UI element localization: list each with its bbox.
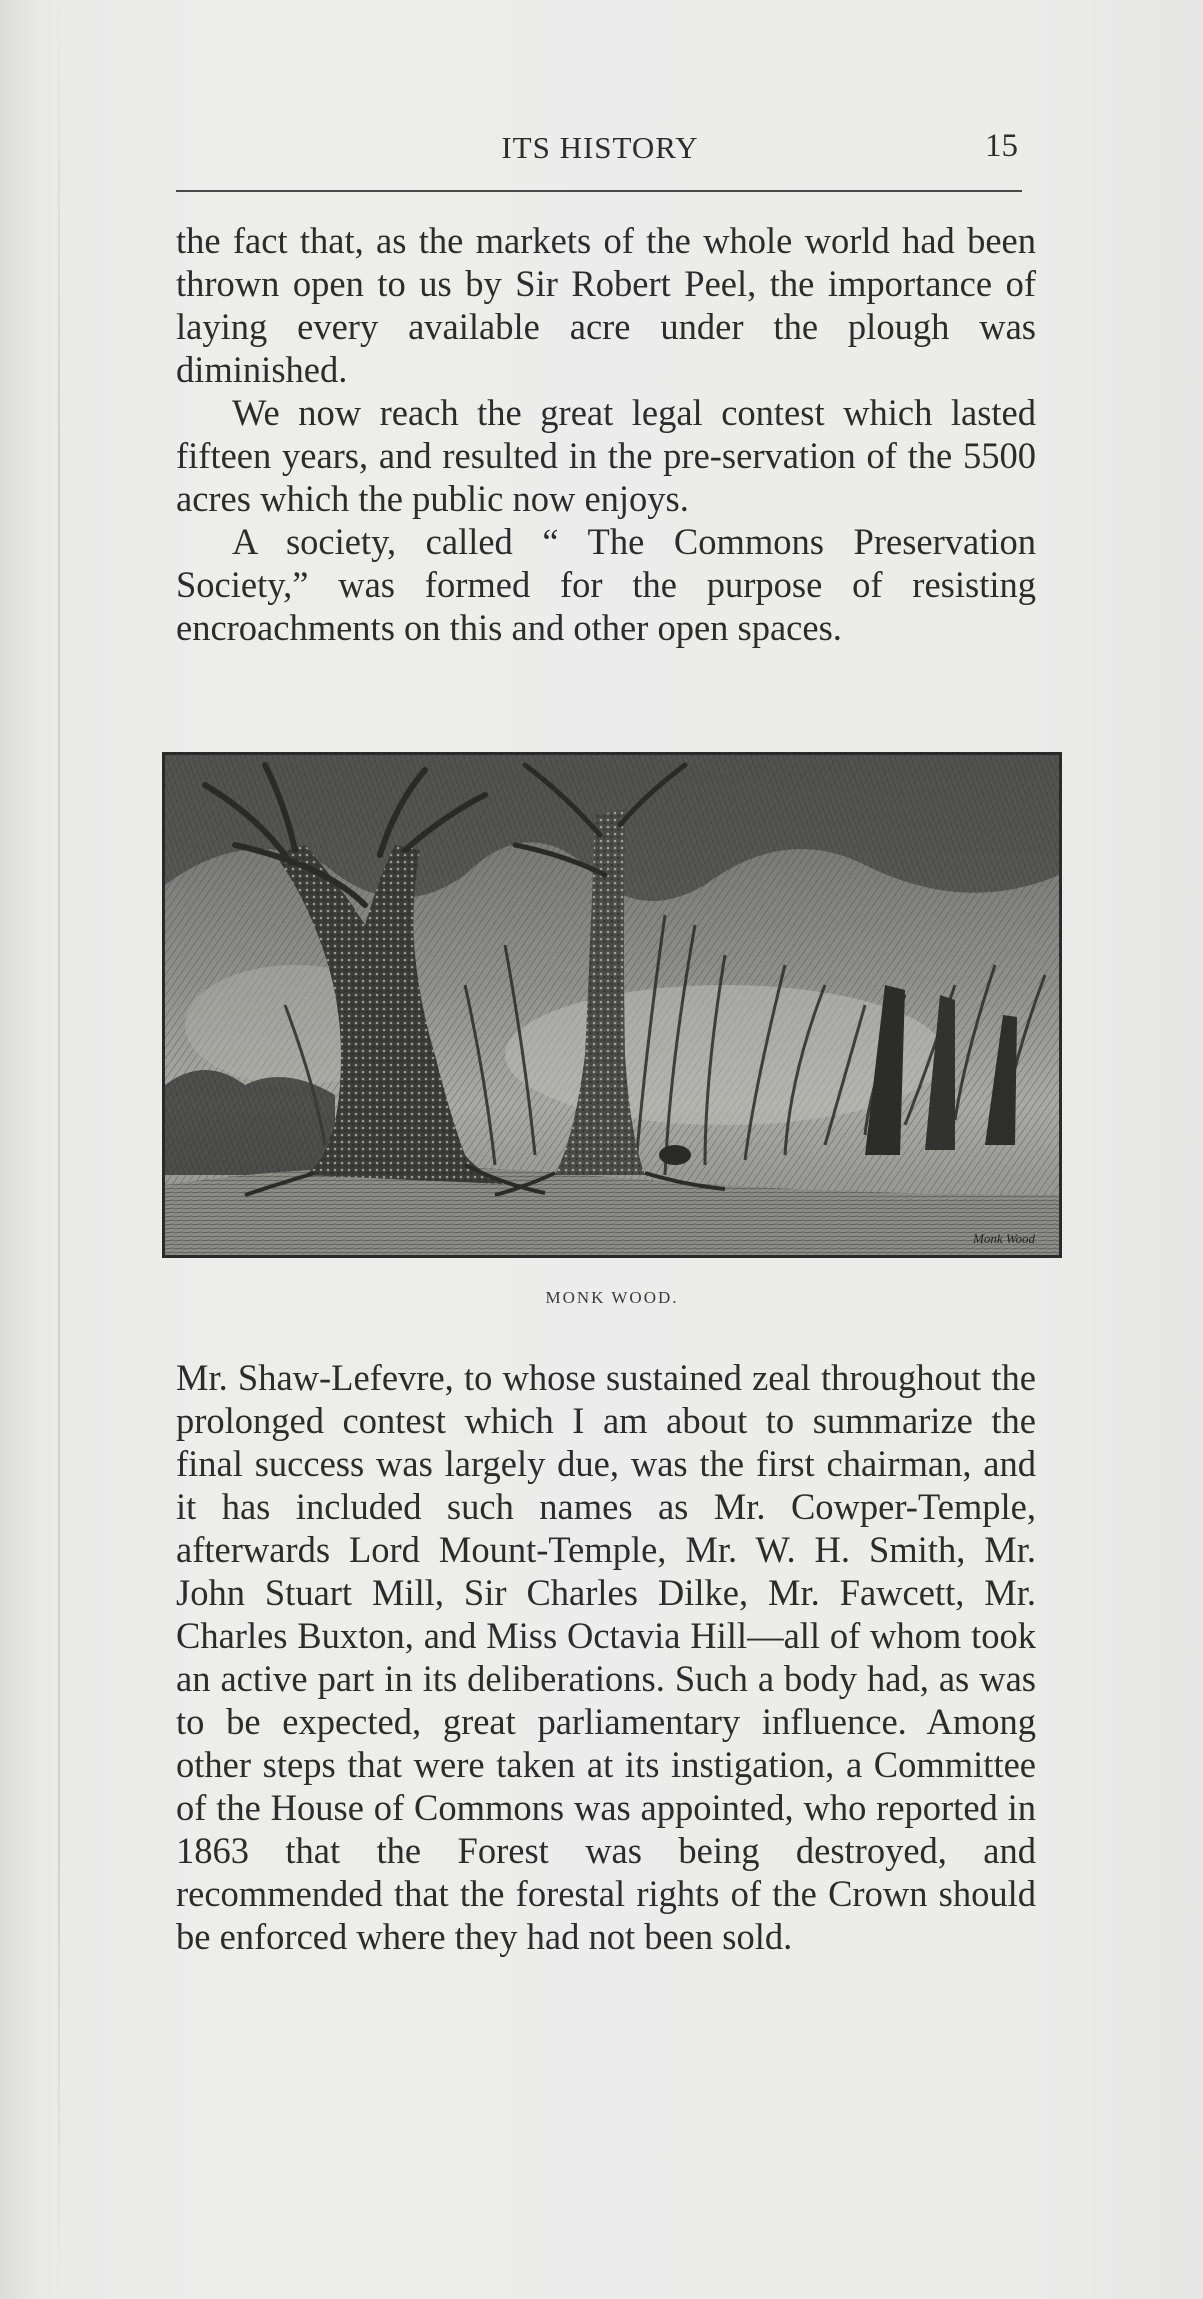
engraving-signature: Monk Wood <box>973 1231 1035 1246</box>
page-number: 15 <box>985 128 1018 164</box>
body-text-top <box>176 219 1036 649</box>
running-head <box>176 122 1024 172</box>
figure-caption: MONK WOOD. <box>545 1288 679 1307</box>
header-rule <box>176 190 1022 192</box>
paragraph: the fact that, as the markets of the whole world had been thrown open to us by Sir Robert Peel, the importance of laying every available acre under the plough was diminished. <box>176 220 1036 390</box>
engraving-monk-wood <box>165 755 1059 1255</box>
paragraph: A society, called “ The Commons Preservation Society,” was formed for the purpose of resisting encroachments on this and other open spaces. <box>176 521 1036 648</box>
paragraph: We now reach the great legal contest which lasted fifteen years, and resulted in the pre-servation of the 5500 acres which the public now enjoys. <box>176 392 1036 519</box>
running-head-title: ITS HISTORY <box>501 130 699 165</box>
page-gutter-shadow <box>58 0 60 2299</box>
body-text-bottom <box>176 1356 1036 1958</box>
engraving-illustration <box>162 752 1062 1258</box>
paragraph: Mr. Shaw-Lefevre, to whose sustained zeal throughout the prolonged contest which I am about to summarize the final success was largely due, was the first chairman, and it has included such names as Mr. Cowper-Temple, afterwards Lord Mount-Temple, Mr. W. H. Smith, Mr. John Stuart Mill, Sir Charles Dilke, Mr. Fawcett, Mr. Charles Buxton, and Miss Octavia Hill—all of whom took an active part in its deliberations. Such a body had, as was to be expected, great parliamentary influence. Among other steps that were taken at its instigation, a Committee of the House of Commons was appointed, who reported in 1863 that the Forest was being destroyed, and recommended that the forestal rights of the Crown should be enforced where they had not been sold. <box>176 1357 1036 1957</box>
